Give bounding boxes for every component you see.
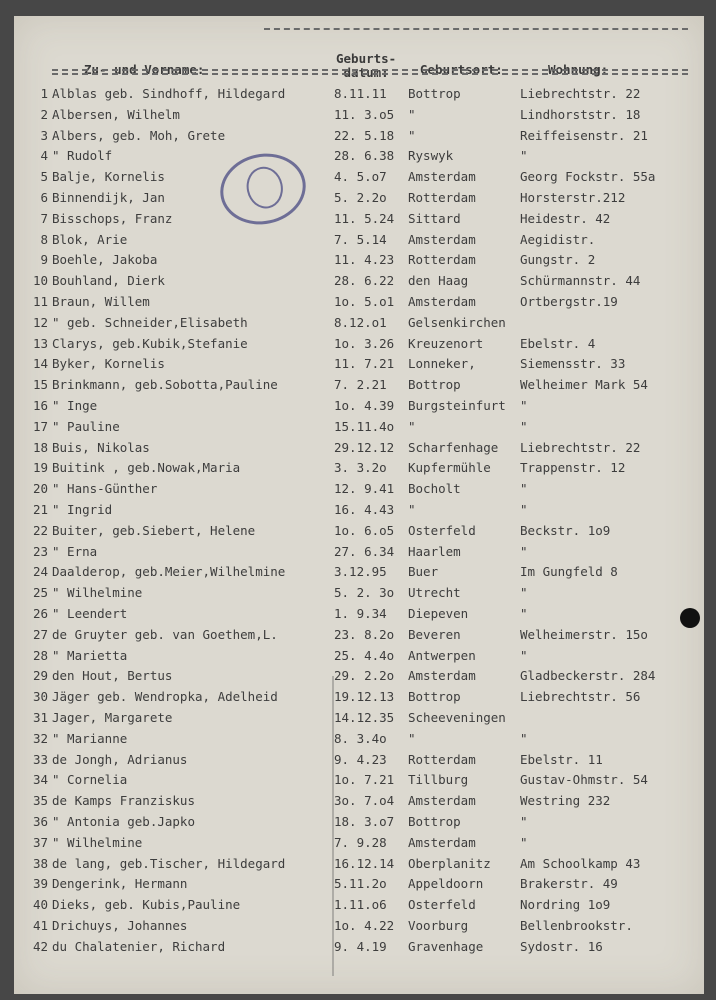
row-address: Brakerstr. 49 xyxy=(520,876,618,892)
table-row xyxy=(14,793,704,813)
table-row xyxy=(14,460,704,480)
row-name: " Cornelia xyxy=(52,772,128,788)
row-birthplace: Haarlem xyxy=(408,543,461,559)
row-birthdate: 14.12.35 xyxy=(334,710,395,725)
row-birthdate: 1.11.o6 xyxy=(334,897,387,913)
row-birthplace: " xyxy=(408,127,416,143)
header-place: Geburtsort: xyxy=(420,62,503,77)
row-name: " Leendert xyxy=(52,606,128,621)
row-birthplace: Amsterdam xyxy=(408,793,476,809)
row-birthplace: Bocholt xyxy=(408,481,461,497)
row-birthplace: Amsterdam xyxy=(408,294,476,309)
row-address: Trappenstr. 12 xyxy=(520,460,626,476)
row-birthplace: Amsterdam xyxy=(408,231,476,247)
row-name: de lang, geb.Tischer, Hildegard xyxy=(52,855,286,871)
table-row xyxy=(14,128,704,148)
row-number: 13 xyxy=(32,335,48,351)
row-birthplace: " xyxy=(408,502,416,517)
row-birthplace: Antwerpen xyxy=(408,647,476,663)
table-row xyxy=(14,86,704,106)
row-name: " Wilhelmine xyxy=(52,585,143,601)
table-row xyxy=(14,294,704,314)
row-birthdate: 8.12.o1 xyxy=(334,314,387,330)
table-row xyxy=(14,273,704,293)
row-birthdate: 11. 3.o5 xyxy=(334,106,395,122)
row-name: Daalderop, geb.Meier,Wilhelmine xyxy=(52,564,286,580)
row-birthplace: " xyxy=(408,106,416,122)
row-number: 39 xyxy=(32,876,48,892)
table-row xyxy=(14,856,704,876)
row-name: Dieks, geb. Kubis,Pauline xyxy=(52,897,241,913)
row-birthplace: Scharfenhage xyxy=(408,439,499,455)
row-birthplace: Amsterdam xyxy=(408,668,476,684)
row-number: 5 xyxy=(40,169,48,185)
row-number: 7 xyxy=(40,210,48,226)
row-number: 6 xyxy=(40,190,48,205)
row-birthdate: 5.11.2o xyxy=(334,876,387,892)
row-number: 33 xyxy=(32,751,48,767)
row-birthdate: 3.12.95 xyxy=(334,564,387,580)
row-birthplace: Bottrop xyxy=(408,814,461,829)
row-name: Albersen, Wilhelm xyxy=(52,106,180,122)
row-birthdate: 1o. 3.26 xyxy=(334,335,395,351)
row-birthplace: Osterfeld xyxy=(408,897,476,913)
row-name: Brinkmann, geb.Sobotta,Pauline xyxy=(52,377,278,393)
row-birthdate: 5. 2. 3o xyxy=(334,585,395,601)
row-number: 15 xyxy=(32,377,48,393)
row-address: Ebelstr. 4 xyxy=(520,335,596,351)
table-row xyxy=(14,232,704,252)
row-name: " Marianne xyxy=(52,730,128,746)
row-birthdate: 23. 8.2o xyxy=(334,626,395,642)
row-address: Welheimerstr. 15o xyxy=(520,626,648,642)
row-number: 25 xyxy=(32,585,48,601)
row-birthdate: 11. 5.24 xyxy=(334,210,395,226)
row-number: 1 xyxy=(40,86,48,101)
row-number: 18 xyxy=(32,439,48,455)
row-birthplace: Rotterdam xyxy=(408,190,476,205)
table-row xyxy=(14,252,704,272)
row-birthplace: den Haag xyxy=(408,273,469,289)
row-address: Heidestr. 42 xyxy=(520,210,611,226)
row-address: " xyxy=(520,418,528,434)
row-address: " xyxy=(520,834,528,850)
table-row xyxy=(14,356,704,376)
row-name: Buitink , geb.Nowak,Maria xyxy=(52,460,241,476)
row-birthdate: 29.12.12 xyxy=(334,439,395,455)
row-birthdate: 15.11.4o xyxy=(334,418,395,434)
row-birthdate: 16.12.14 xyxy=(334,855,395,871)
row-number: 2 xyxy=(40,106,48,122)
table-row xyxy=(14,564,704,584)
row-number: 10 xyxy=(32,273,48,289)
header-address: Wohnung: xyxy=(548,62,609,77)
row-number: 41 xyxy=(32,918,48,933)
row-birthplace: Beveren xyxy=(408,626,461,642)
top-rule xyxy=(264,28,688,30)
row-birthplace: Amsterdam xyxy=(408,169,476,185)
row-birthdate: 18. 3.o7 xyxy=(334,814,395,829)
row-number: 21 xyxy=(32,502,48,517)
row-number: 36 xyxy=(32,814,48,829)
row-number: 9 xyxy=(40,252,48,268)
row-address: Ebelstr. 11 xyxy=(520,751,603,767)
row-birthdate: 1. 9.34 xyxy=(334,606,387,621)
row-address: " xyxy=(520,543,528,559)
row-birthdate: 3. 3.2o xyxy=(334,460,387,476)
row-address: " xyxy=(520,606,528,621)
row-birthplace: Bottrop xyxy=(408,377,461,393)
row-address: Reiffeisenstr. 21 xyxy=(520,127,648,143)
row-birthplace: Buer xyxy=(408,564,439,580)
row-birthdate: 1o. 7.21 xyxy=(334,772,395,788)
row-name: Boehle, Jakoba xyxy=(52,252,158,268)
row-address: Beckstr. 1o9 xyxy=(520,522,611,538)
row-birthdate: 9. 4.19 xyxy=(334,938,387,954)
table-row xyxy=(14,211,704,231)
row-address: Sydostr. 16 xyxy=(520,938,603,954)
paper-fold xyxy=(332,676,334,976)
row-name: " Wilhelmine xyxy=(52,834,143,850)
table-row xyxy=(14,107,704,127)
row-name: " Rudolf xyxy=(52,148,113,164)
table-row xyxy=(14,190,704,210)
row-address: Im Gungfeld 8 xyxy=(520,564,618,580)
table-row xyxy=(14,419,704,439)
row-birthdate: 7. 9.28 xyxy=(334,834,387,850)
row-birthplace: Bottrop xyxy=(408,86,461,101)
row-address: " xyxy=(520,398,528,413)
row-birthdate: 1o. 4.39 xyxy=(334,398,395,413)
row-number: 17 xyxy=(32,418,48,434)
row-name: Blok, Arie xyxy=(52,231,128,247)
row-name: " Marietta xyxy=(52,647,128,663)
ink-stamp-center xyxy=(243,163,287,212)
row-name: den Hout, Bertus xyxy=(52,668,173,684)
row-birthdate: 1o. 5.o1 xyxy=(334,294,395,309)
row-address: Schürmannstr. 44 xyxy=(520,273,641,289)
row-name: " Erna xyxy=(52,543,98,559)
row-address: Bellenbrookstr. xyxy=(520,918,633,933)
table-row xyxy=(14,897,704,917)
row-birthplace: Rotterdam xyxy=(408,252,476,268)
table-row xyxy=(14,377,704,397)
table-row xyxy=(14,689,704,709)
row-birthplace: Gravenhage xyxy=(408,938,484,954)
row-name: Jäger geb. Wendropka, Adelheid xyxy=(52,689,278,705)
row-birthplace: Gelsenkirchen xyxy=(408,314,506,330)
row-address: Liebrechtstr. 22 xyxy=(520,439,641,455)
row-birthdate: 28. 6.22 xyxy=(334,273,395,289)
row-address: Ortbergstr.19 xyxy=(520,294,618,309)
row-birthdate: 7. 2.21 xyxy=(334,377,387,393)
document-sheet xyxy=(14,16,704,994)
row-number: 11 xyxy=(32,294,48,309)
table-row xyxy=(14,731,704,751)
table-row xyxy=(14,502,704,522)
row-address: " xyxy=(520,585,528,601)
row-birthplace: Osterfeld xyxy=(408,522,476,538)
table-row xyxy=(14,939,704,959)
row-number: 35 xyxy=(32,793,48,809)
row-birthplace: Ryswyk xyxy=(408,148,454,164)
table-row xyxy=(14,627,704,647)
row-birthplace: Oberplanitz xyxy=(408,855,491,871)
row-birthdate: 22. 5.18 xyxy=(334,127,395,143)
row-number: 37 xyxy=(32,834,48,850)
row-birthplace: Burgsteinfurt xyxy=(408,398,506,413)
header-rule xyxy=(52,69,688,71)
row-birthdate: 5. 2.2o xyxy=(334,190,387,205)
row-name: Braun, Willem xyxy=(52,294,150,309)
row-number: 4 xyxy=(40,148,48,164)
row-name: Drichuys, Johannes xyxy=(52,918,188,933)
row-address: Gungstr. 2 xyxy=(520,252,596,268)
row-birthdate: 29. 2.2o xyxy=(334,668,395,684)
row-number: 38 xyxy=(32,855,48,871)
row-address: Liebrechtstr. 22 xyxy=(520,86,641,101)
row-birthdate: 11. 7.21 xyxy=(334,356,395,372)
table-header xyxy=(14,40,704,90)
table-row xyxy=(14,523,704,543)
row-birthplace: Tillburg xyxy=(408,772,469,788)
row-birthdate: 25. 4.4o xyxy=(334,647,395,663)
row-address: Aegidistr. xyxy=(520,231,596,247)
table-row xyxy=(14,544,704,564)
row-birthplace: Voorburg xyxy=(408,918,469,933)
header-date-text: Geburts- datum: xyxy=(336,51,397,80)
row-name: " Antonia geb.Japko xyxy=(52,814,195,829)
table-row xyxy=(14,336,704,356)
row-birthplace: Diepeven xyxy=(408,606,469,621)
row-birthdate: 11. 4.23 xyxy=(334,252,395,268)
row-number: 23 xyxy=(32,543,48,559)
row-name: Alblas geb. Sindhoff, Hildegard xyxy=(52,86,286,101)
row-birthplace: Utrecht xyxy=(408,585,461,601)
table-row xyxy=(14,668,704,688)
row-number: 42 xyxy=(32,938,48,954)
header-rule-2 xyxy=(52,73,688,75)
row-address: Westring 232 xyxy=(520,793,611,809)
row-birthplace: Amsterdam xyxy=(408,834,476,850)
row-address: Gustav-Ohmstr. 54 xyxy=(520,772,648,788)
row-number: 28 xyxy=(32,647,48,663)
row-birthplace: Kupfermühle xyxy=(408,460,491,476)
row-address: " xyxy=(520,481,528,497)
row-birthplace: " xyxy=(408,418,416,434)
row-number: 20 xyxy=(32,481,48,497)
table-row xyxy=(14,315,704,335)
row-birthplace: Sittard xyxy=(408,210,461,226)
row-address: " xyxy=(520,502,528,517)
row-number: 40 xyxy=(32,897,48,913)
row-birthdate: 27. 6.34 xyxy=(334,543,395,559)
table-row xyxy=(14,606,704,626)
row-address: " xyxy=(520,814,528,829)
row-name: " Hans-Günther xyxy=(52,481,158,497)
punch-hole xyxy=(680,608,700,628)
row-address: Lindhorststr. 18 xyxy=(520,106,641,122)
row-birthdate: 19.12.13 xyxy=(334,689,395,705)
row-number: 24 xyxy=(32,564,48,580)
row-name: Albers, geb. Moh, Grete xyxy=(52,127,226,143)
row-number: 27 xyxy=(32,626,48,642)
row-number: 22 xyxy=(32,522,48,538)
table-row xyxy=(14,752,704,772)
row-birthdate: 1o. 6.o5 xyxy=(334,522,395,538)
table-row xyxy=(14,585,704,605)
row-number: 19 xyxy=(32,460,48,476)
row-name: Dengerink, Hermann xyxy=(52,876,188,892)
row-birthdate: 12. 9.41 xyxy=(334,481,395,497)
table-row xyxy=(14,710,704,730)
row-number: 3 xyxy=(40,127,48,143)
row-address: " xyxy=(520,647,528,663)
table-row xyxy=(14,876,704,896)
row-birthdate: 4. 5.o7 xyxy=(334,169,387,185)
row-number: 16 xyxy=(32,398,48,413)
row-name: Bisschops, Franz xyxy=(52,210,173,226)
row-birthdate: 8. 3.4o xyxy=(334,730,387,746)
row-address: Nordring 1o9 xyxy=(520,897,611,913)
row-number: 32 xyxy=(32,730,48,746)
row-name: de Kamps Franziskus xyxy=(52,793,195,809)
row-name: Clarys, geb.Kubik,Stefanie xyxy=(52,335,248,351)
row-number: 29 xyxy=(32,668,48,684)
table-row xyxy=(14,814,704,834)
table-row xyxy=(14,835,704,855)
row-number: 30 xyxy=(32,689,48,705)
row-name: Balje, Kornelis xyxy=(52,169,165,185)
row-name: Bouhland, Dierk xyxy=(52,273,165,289)
row-birthplace: " xyxy=(408,730,416,746)
row-address: Georg Fockstr. 55a xyxy=(520,169,656,185)
table-row xyxy=(14,918,704,938)
row-address: Liebrechtstr. 56 xyxy=(520,689,641,705)
row-birthplace: Appeldoorn xyxy=(408,876,484,892)
header-name: Zu- und Vorname: xyxy=(84,62,205,77)
row-birthdate: 7. 5.14 xyxy=(334,231,387,247)
row-name: Binnendijk, Jan xyxy=(52,190,165,205)
row-birthdate: 28. 6.38 xyxy=(334,148,395,164)
row-name: de Jongh, Adrianus xyxy=(52,751,188,767)
table-row xyxy=(14,169,704,189)
row-address: Welheimer Mark 54 xyxy=(520,377,648,393)
row-birthplace: Lonneker, xyxy=(408,356,476,372)
row-birthdate: 1o. 4.22 xyxy=(334,918,395,933)
row-name: du Chalatenier, Richard xyxy=(52,938,226,954)
row-name: Jager, Margarete xyxy=(52,710,173,725)
row-birthplace: Scheeveningen xyxy=(408,710,506,725)
table-row xyxy=(14,481,704,501)
table-row xyxy=(14,648,704,668)
row-address: Am Schoolkamp 43 xyxy=(520,855,641,871)
row-address: Horsterstr.212 xyxy=(520,190,626,205)
row-name: Buiter, geb.Siebert, Helene xyxy=(52,522,256,538)
row-address: Gladbeckerstr. 284 xyxy=(520,668,656,684)
row-number: 31 xyxy=(32,710,48,725)
row-birthdate: 8.11.11 xyxy=(334,86,387,101)
row-birthplace: Rotterdam xyxy=(408,751,476,767)
row-birthdate: 3o. 7.o4 xyxy=(334,793,395,809)
header-date xyxy=(336,52,396,80)
row-name: " geb. Schneider,Elisabeth xyxy=(52,314,248,330)
table-row xyxy=(14,772,704,792)
row-name: de Gruyter geb. van Goethem,L. xyxy=(52,626,278,642)
row-birthplace: Bottrop xyxy=(408,689,461,705)
row-number: 14 xyxy=(32,356,48,372)
row-birthplace: Kreuzenort xyxy=(408,335,484,351)
row-number: 34 xyxy=(32,772,48,788)
row-birthdate: 16. 4.43 xyxy=(334,502,395,517)
table-row xyxy=(14,148,704,168)
row-birthdate: 9. 4.23 xyxy=(334,751,387,767)
row-address: " xyxy=(520,148,528,164)
row-name: " Ingrid xyxy=(52,502,113,517)
row-name: " Inge xyxy=(52,398,98,413)
row-address: Siemensstr. 33 xyxy=(520,356,626,372)
row-number: 26 xyxy=(32,606,48,621)
table-row xyxy=(14,440,704,460)
row-address: " xyxy=(520,730,528,746)
row-name: Byker, Kornelis xyxy=(52,356,165,372)
row-name: Buis, Nikolas xyxy=(52,439,150,455)
row-number: 8 xyxy=(40,231,48,247)
row-name: " Pauline xyxy=(52,418,120,434)
table-row xyxy=(14,398,704,418)
row-number: 12 xyxy=(32,314,48,330)
